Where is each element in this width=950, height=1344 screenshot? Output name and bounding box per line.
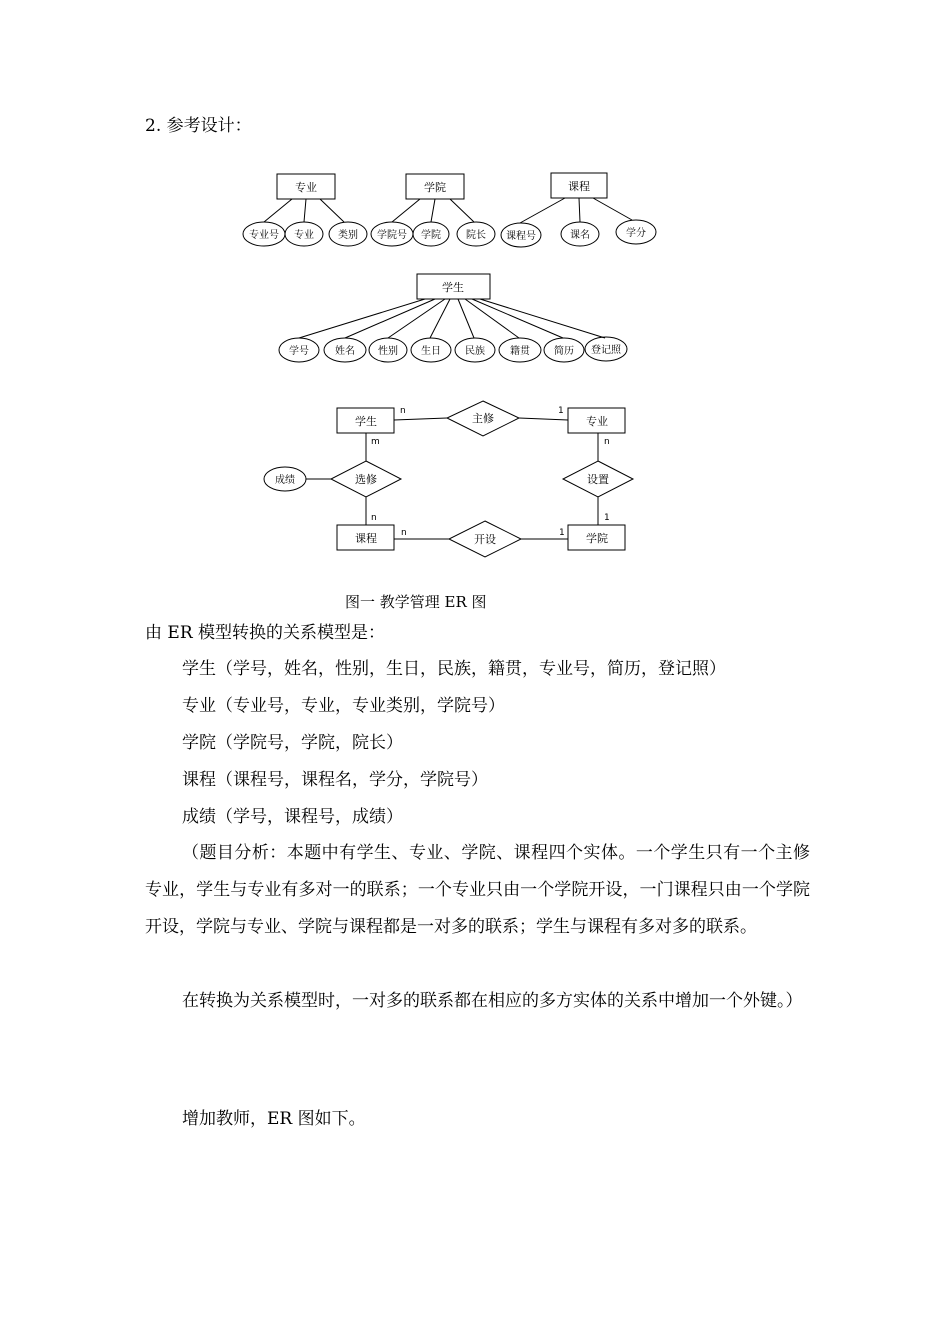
attr-label: 学院: [421, 230, 441, 241]
card-n-major: n: [604, 437, 610, 447]
intro-line: 由 ER 模型转换的关系模型是：: [145, 623, 386, 643]
card-n-top: n: [400, 406, 406, 416]
attr-label: 性别: [378, 346, 398, 357]
card-n-course: n: [371, 513, 377, 523]
attr-label: 简历: [554, 346, 574, 357]
attr-label: 院长: [466, 230, 486, 241]
attr-label: 学院号: [377, 230, 407, 241]
attr-label: 学号: [289, 346, 309, 357]
er-entity-student: 学生: [355, 415, 377, 428]
entity-label-kecheng: 课程: [568, 180, 590, 193]
attr-label: 类别: [338, 230, 358, 241]
er-attr-grade: 成绩: [275, 475, 295, 486]
attr-label: 课名: [570, 230, 590, 241]
er-rel-major: 主修: [472, 412, 494, 425]
er-diagram: [0, 0, 950, 600]
card-m: m: [371, 437, 380, 447]
card-n-bottom: n: [401, 528, 407, 538]
conversion-paragraph: 在转换为关系模型时，一对多的联系都在相应的多方实体的关系中增加一个外键。）: [182, 991, 803, 1011]
card-1-bottom: 1: [559, 528, 565, 538]
er-entity-major: 专业: [586, 415, 608, 428]
attr-label: 专业: [294, 230, 314, 241]
er-rel-setup: 设置: [587, 473, 609, 486]
attr-label: 课程号: [506, 231, 536, 242]
figure-caption: 图一 教学管理 ER 图: [345, 593, 487, 611]
attr-label: 籍贯: [510, 346, 530, 357]
er-entity-course: 课程: [355, 532, 377, 545]
entity-label-xueyuan: 学院: [424, 181, 446, 194]
section-heading: 2. 参考设计：: [145, 116, 252, 136]
er-rel-offer: 开设: [474, 533, 496, 546]
card-1-college: 1: [604, 513, 610, 523]
attr-label: 生日: [421, 346, 441, 357]
relation-grade: 成绩（学号，课程号，成绩）: [182, 807, 403, 827]
relation-major: 专业（专业号，专业，专业类别，学院号）: [182, 696, 505, 716]
entity-label-xuesheng: 学生: [442, 281, 464, 294]
relation-course: 课程（课程号，课程名，学分，学院号）: [182, 770, 488, 790]
attr-label: 姓名: [335, 346, 355, 357]
attr-label: 学分: [626, 228, 646, 239]
relation-student: 学生（学号，姓名，性别，生日，民族，籍贯，专业号，简历，登记照）: [182, 659, 726, 679]
er-entity-college: 学院: [586, 532, 608, 545]
attr-label: 民族: [465, 346, 485, 357]
add-teacher-line: 增加教师，ER 图如下。: [182, 1109, 366, 1129]
entity-label-zhuanye: 专业: [295, 181, 317, 194]
attr-label: 登记照: [591, 345, 621, 356]
attr-label: 专业号: [249, 230, 279, 241]
analysis-paragraph: （题目分析：本题中有学生、专业、学院、课程四个实体。一个学生只有一个主修专业，学生与专业有多对一的联系；一个专业只由一个学院开设，一门课程只由一个学院开设，学院与专业、学院与课程都是一对多的联系；学生与课程有多对多的联系。: [145, 843, 810, 937]
card-1-top: 1: [558, 406, 564, 416]
relation-college: 学院（学院号，学院，院长）: [182, 733, 403, 753]
er-rel-select: 选修: [355, 473, 377, 486]
